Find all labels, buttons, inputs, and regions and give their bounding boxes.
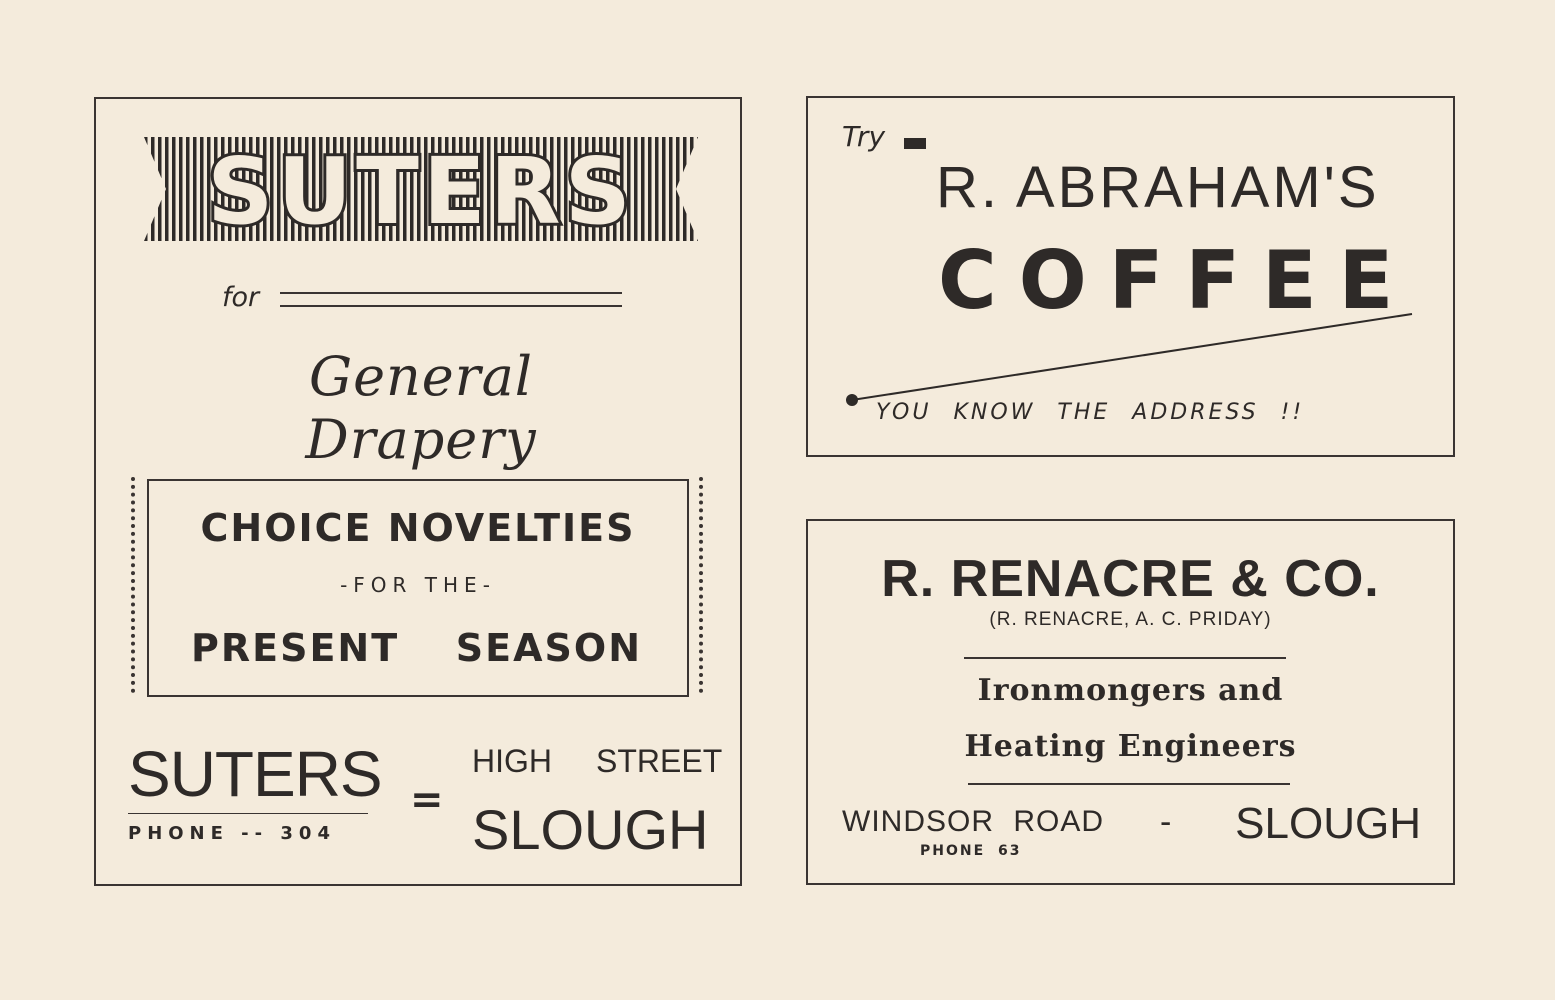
renacre-town: SLOUGH — [1235, 799, 1421, 848]
street-word-street: STREET — [596, 743, 723, 779]
renacre-trade-line2: Heating Engineers — [964, 729, 1297, 764]
dotted-border-left — [131, 477, 135, 693]
equals-sign: = — [410, 777, 444, 823]
general-drapery-script: General Drapery — [305, 345, 537, 471]
suters-name-underline — [128, 813, 368, 814]
renacre-partners: (R. RENACRE, A. C. PRIDAY) — [989, 609, 1272, 630]
novelties-title: CHOICE NOVELTIES — [200, 506, 636, 550]
street-word-high: HIGH — [472, 743, 552, 779]
for-label: for — [222, 282, 260, 313]
renacre-rule-top — [964, 657, 1286, 659]
coffee-tagline: YOU KNOW THE ADDRESS !! — [876, 400, 1305, 425]
renacre-advert — [806, 519, 1455, 885]
renacre-street: WINDSOR ROAD — [842, 805, 1104, 838]
renacre-name: R. RENACRE & CO. — [881, 550, 1380, 608]
suters-logo-text: SUTERS — [207, 138, 635, 241]
for-row — [222, 282, 622, 316]
suters-town: SLOUGH — [472, 798, 709, 861]
suters-bottom-name: SUTERS — [128, 738, 382, 810]
renacre-rule-bottom — [968, 783, 1290, 785]
suters-logo-banner — [144, 137, 698, 241]
dotted-border-right — [699, 477, 703, 693]
abraham-coffee-advert — [806, 96, 1455, 457]
renacre-dash: - — [1160, 803, 1172, 841]
novelties-for-the: -FOR THE- — [340, 573, 496, 597]
abraham-name: R. ABRAHAM'S — [936, 155, 1380, 220]
novelties-season: SEASON — [455, 626, 642, 670]
novelties-present: PRESENT — [191, 626, 400, 670]
suters-phone: PHONE -- 304 — [128, 823, 336, 844]
renacre-phone: PHONE 63 — [920, 843, 1022, 859]
suters-advert — [94, 97, 742, 886]
renacre-trade-line1: Ironmongers and — [977, 673, 1284, 708]
novelties-box — [147, 479, 689, 697]
for-double-rule — [280, 292, 622, 307]
try-label: Try — [842, 120, 886, 153]
coffee-word: COFFEE — [938, 234, 1416, 327]
